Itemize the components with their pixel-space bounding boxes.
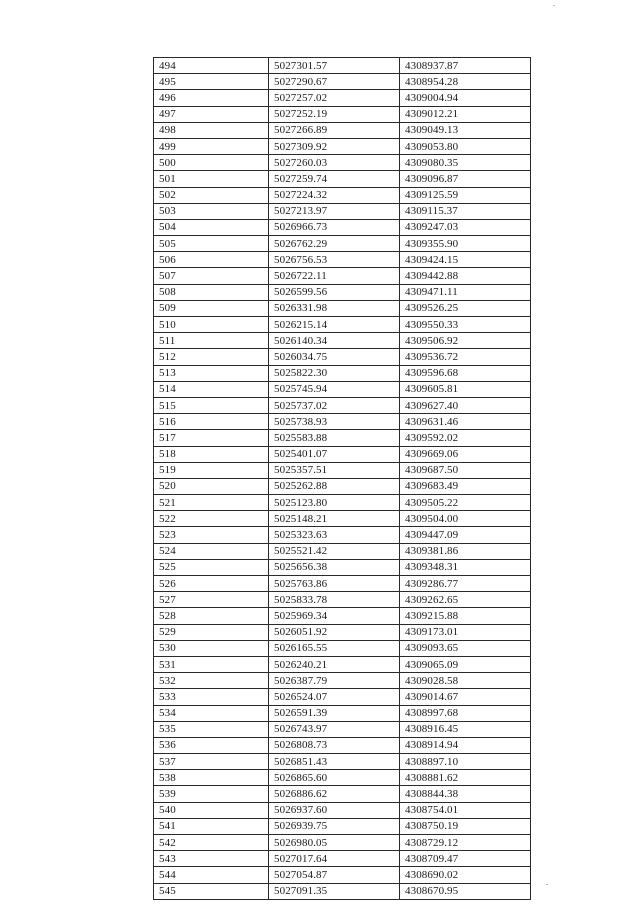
table-row [154, 883, 531, 899]
y-coordinate-cell: 4309536.72 [400, 349, 531, 365]
point-number-cell: 496 [154, 90, 269, 106]
point-number-cell: 515 [154, 397, 269, 413]
y-coordinate-cell: 4308997.68 [400, 705, 531, 721]
table-row [154, 770, 531, 786]
point-number-cell: 501 [154, 171, 269, 187]
point-number-cell: 502 [154, 187, 269, 203]
x-coordinate-cell: 5026387.79 [269, 673, 400, 689]
point-number-cell: 505 [154, 236, 269, 252]
y-coordinate-cell: 4309550.33 [400, 317, 531, 333]
y-coordinate-cell: 4308709.47 [400, 851, 531, 867]
table-row [154, 317, 531, 333]
table-row [154, 397, 531, 413]
scan-speck-bottom [546, 884, 548, 885]
y-coordinate-cell: 4309053.80 [400, 138, 531, 154]
x-coordinate-cell: 5025738.93 [269, 414, 400, 430]
point-number-cell: 528 [154, 608, 269, 624]
point-number-cell: 531 [154, 656, 269, 672]
y-coordinate-cell: 4309115.37 [400, 203, 531, 219]
point-number-cell: 519 [154, 462, 269, 478]
point-number-cell: 508 [154, 284, 269, 300]
y-coordinate-cell: 4309286.77 [400, 576, 531, 592]
table-row [154, 106, 531, 122]
x-coordinate-cell: 5026165.55 [269, 640, 400, 656]
y-coordinate-cell: 4309049.13 [400, 122, 531, 138]
y-coordinate-cell: 4309012.21 [400, 106, 531, 122]
table-row [154, 333, 531, 349]
coordinate-table-body [154, 58, 531, 900]
table-row [154, 608, 531, 624]
point-number-cell: 504 [154, 219, 269, 235]
point-number-cell: 499 [154, 138, 269, 154]
y-coordinate-cell: 4308914.94 [400, 737, 531, 753]
table-row [154, 754, 531, 770]
table-row [154, 576, 531, 592]
y-coordinate-cell: 4309093.65 [400, 640, 531, 656]
y-coordinate-cell: 4308916.45 [400, 721, 531, 737]
table-row [154, 705, 531, 721]
coordinate-table [153, 57, 531, 900]
x-coordinate-cell: 5025521.42 [269, 543, 400, 559]
table-row [154, 656, 531, 672]
x-coordinate-cell: 5026331.98 [269, 300, 400, 316]
y-coordinate-cell: 4309348.31 [400, 559, 531, 575]
x-coordinate-cell: 5026524.07 [269, 689, 400, 705]
x-coordinate-cell: 5026939.75 [269, 818, 400, 834]
table-row [154, 640, 531, 656]
point-number-cell: 545 [154, 883, 269, 899]
table-row [154, 867, 531, 883]
table-row [154, 673, 531, 689]
point-number-cell: 495 [154, 74, 269, 90]
x-coordinate-cell: 5027017.64 [269, 851, 400, 867]
y-coordinate-cell: 4309247.03 [400, 219, 531, 235]
point-number-cell: 497 [154, 106, 269, 122]
y-coordinate-cell: 4309096.87 [400, 171, 531, 187]
y-coordinate-cell: 4309504.00 [400, 511, 531, 527]
point-number-cell: 536 [154, 737, 269, 753]
x-coordinate-cell: 5026762.29 [269, 236, 400, 252]
x-coordinate-cell: 5026865.60 [269, 770, 400, 786]
y-coordinate-cell: 4308729.12 [400, 835, 531, 851]
table-row [154, 721, 531, 737]
y-coordinate-cell: 4309014.67 [400, 689, 531, 705]
table-row [154, 818, 531, 834]
y-coordinate-cell: 4309447.09 [400, 527, 531, 543]
x-coordinate-cell: 5027290.67 [269, 74, 400, 90]
table-row [154, 446, 531, 462]
table-row [154, 786, 531, 802]
x-coordinate-cell: 5025833.78 [269, 592, 400, 608]
y-coordinate-cell: 4309669.06 [400, 446, 531, 462]
x-coordinate-cell: 5026240.21 [269, 656, 400, 672]
x-coordinate-cell: 5026722.11 [269, 268, 400, 284]
table-row [154, 349, 531, 365]
y-coordinate-cell: 4309627.40 [400, 397, 531, 413]
y-coordinate-cell: 4309505.22 [400, 495, 531, 511]
point-number-cell: 520 [154, 478, 269, 494]
y-coordinate-cell: 4309424.15 [400, 252, 531, 268]
y-coordinate-cell: 4308937.87 [400, 58, 531, 74]
x-coordinate-cell: 5026808.73 [269, 737, 400, 753]
x-coordinate-cell: 5026937.60 [269, 802, 400, 818]
table-row [154, 219, 531, 235]
y-coordinate-cell: 4309592.02 [400, 430, 531, 446]
x-coordinate-cell: 5025745.94 [269, 381, 400, 397]
point-number-cell: 500 [154, 155, 269, 171]
table-row [154, 187, 531, 203]
point-number-cell: 507 [154, 268, 269, 284]
x-coordinate-cell: 5027252.19 [269, 106, 400, 122]
point-number-cell: 533 [154, 689, 269, 705]
x-coordinate-cell: 5027301.57 [269, 58, 400, 74]
x-coordinate-cell: 5025737.02 [269, 397, 400, 413]
point-number-cell: 498 [154, 122, 269, 138]
y-coordinate-cell: 4309381.86 [400, 543, 531, 559]
point-number-cell: 530 [154, 640, 269, 656]
point-number-cell: 525 [154, 559, 269, 575]
table-row [154, 851, 531, 867]
table-row [154, 155, 531, 171]
x-coordinate-cell: 5027266.89 [269, 122, 400, 138]
y-coordinate-cell: 4309683.49 [400, 478, 531, 494]
y-coordinate-cell: 4309526.25 [400, 300, 531, 316]
point-number-cell: 522 [154, 511, 269, 527]
x-coordinate-cell: 5025123.80 [269, 495, 400, 511]
x-coordinate-cell: 5026980.05 [269, 835, 400, 851]
table-row [154, 122, 531, 138]
y-coordinate-cell: 4308844.38 [400, 786, 531, 802]
table-row [154, 689, 531, 705]
table-row [154, 74, 531, 90]
point-number-cell: 529 [154, 624, 269, 640]
point-number-cell: 527 [154, 592, 269, 608]
point-number-cell: 524 [154, 543, 269, 559]
point-number-cell: 540 [154, 802, 269, 818]
table-row [154, 414, 531, 430]
table-row [154, 138, 531, 154]
point-number-cell: 539 [154, 786, 269, 802]
x-coordinate-cell: 5025323.63 [269, 527, 400, 543]
point-number-cell: 509 [154, 300, 269, 316]
y-coordinate-cell: 4308897.10 [400, 754, 531, 770]
point-number-cell: 512 [154, 349, 269, 365]
table-row [154, 90, 531, 106]
y-coordinate-cell: 4308670.95 [400, 883, 531, 899]
y-coordinate-cell: 4309687.50 [400, 462, 531, 478]
y-coordinate-cell: 4309506.92 [400, 333, 531, 349]
table-row [154, 543, 531, 559]
point-number-cell: 538 [154, 770, 269, 786]
y-coordinate-cell: 4309596.68 [400, 365, 531, 381]
table-row [154, 624, 531, 640]
point-number-cell: 517 [154, 430, 269, 446]
y-coordinate-cell: 4308954.28 [400, 74, 531, 90]
y-coordinate-cell: 4308881.62 [400, 770, 531, 786]
table-row [154, 365, 531, 381]
point-number-cell: 503 [154, 203, 269, 219]
table-row [154, 478, 531, 494]
y-coordinate-cell: 4309355.90 [400, 236, 531, 252]
x-coordinate-cell: 5026140.34 [269, 333, 400, 349]
x-coordinate-cell: 5027224.32 [269, 187, 400, 203]
y-coordinate-cell: 4308754.01 [400, 802, 531, 818]
point-number-cell: 523 [154, 527, 269, 543]
point-number-cell: 526 [154, 576, 269, 592]
y-coordinate-cell: 4309080.35 [400, 155, 531, 171]
point-number-cell: 541 [154, 818, 269, 834]
table-row [154, 236, 531, 252]
x-coordinate-cell: 5025583.88 [269, 430, 400, 446]
y-coordinate-cell: 4309442.88 [400, 268, 531, 284]
y-coordinate-cell: 4309471.11 [400, 284, 531, 300]
x-coordinate-cell: 5027260.03 [269, 155, 400, 171]
x-coordinate-cell: 5025262.88 [269, 478, 400, 494]
point-number-cell: 518 [154, 446, 269, 462]
point-number-cell: 513 [154, 365, 269, 381]
table-row [154, 511, 531, 527]
table-row [154, 737, 531, 753]
y-coordinate-cell: 4309028.58 [400, 673, 531, 689]
x-coordinate-cell: 5027054.87 [269, 867, 400, 883]
table-row [154, 300, 531, 316]
table-row [154, 527, 531, 543]
x-coordinate-cell: 5026851.43 [269, 754, 400, 770]
table-row [154, 835, 531, 851]
x-coordinate-cell: 5026886.62 [269, 786, 400, 802]
x-coordinate-cell: 5026756.53 [269, 252, 400, 268]
point-number-cell: 516 [154, 414, 269, 430]
x-coordinate-cell: 5027091.35 [269, 883, 400, 899]
x-coordinate-cell: 5025401.07 [269, 446, 400, 462]
point-number-cell: 521 [154, 495, 269, 511]
y-coordinate-cell: 4309173.01 [400, 624, 531, 640]
x-coordinate-cell: 5027309.92 [269, 138, 400, 154]
scan-speck-top [553, 5, 555, 6]
table-row [154, 495, 531, 511]
y-coordinate-cell: 4308750.19 [400, 818, 531, 834]
x-coordinate-cell: 5025822.30 [269, 365, 400, 381]
point-number-cell: 542 [154, 835, 269, 851]
x-coordinate-cell: 5025763.86 [269, 576, 400, 592]
x-coordinate-cell: 5025357.51 [269, 462, 400, 478]
point-number-cell: 510 [154, 317, 269, 333]
x-coordinate-cell: 5026599.56 [269, 284, 400, 300]
x-coordinate-cell: 5025148.21 [269, 511, 400, 527]
table-row [154, 284, 531, 300]
table-row [154, 381, 531, 397]
point-number-cell: 543 [154, 851, 269, 867]
table-row [154, 171, 531, 187]
y-coordinate-cell: 4309215.88 [400, 608, 531, 624]
table-row [154, 559, 531, 575]
table-row [154, 58, 531, 74]
point-number-cell: 514 [154, 381, 269, 397]
x-coordinate-cell: 5026966.73 [269, 219, 400, 235]
y-coordinate-cell: 4308690.02 [400, 867, 531, 883]
table-row [154, 462, 531, 478]
x-coordinate-cell: 5027213.97 [269, 203, 400, 219]
x-coordinate-cell: 5026034.75 [269, 349, 400, 365]
table-row [154, 592, 531, 608]
table-row [154, 268, 531, 284]
y-coordinate-cell: 4309631.46 [400, 414, 531, 430]
table-row [154, 252, 531, 268]
point-number-cell: 537 [154, 754, 269, 770]
point-number-cell: 544 [154, 867, 269, 883]
table-row [154, 430, 531, 446]
x-coordinate-cell: 5025656.38 [269, 559, 400, 575]
point-number-cell: 534 [154, 705, 269, 721]
point-number-cell: 506 [154, 252, 269, 268]
x-coordinate-cell: 5026743.97 [269, 721, 400, 737]
table-row [154, 802, 531, 818]
x-coordinate-cell: 5027259.74 [269, 171, 400, 187]
point-number-cell: 494 [154, 58, 269, 74]
x-coordinate-cell: 5026215.14 [269, 317, 400, 333]
y-coordinate-cell: 4309605.81 [400, 381, 531, 397]
x-coordinate-cell: 5025969.34 [269, 608, 400, 624]
x-coordinate-cell: 5027257.02 [269, 90, 400, 106]
table-row [154, 203, 531, 219]
point-number-cell: 535 [154, 721, 269, 737]
point-number-cell: 511 [154, 333, 269, 349]
point-number-cell: 532 [154, 673, 269, 689]
y-coordinate-cell: 4309262.65 [400, 592, 531, 608]
y-coordinate-cell: 4309065.09 [400, 656, 531, 672]
y-coordinate-cell: 4309004.94 [400, 90, 531, 106]
x-coordinate-cell: 5026591.39 [269, 705, 400, 721]
x-coordinate-cell: 5026051.92 [269, 624, 400, 640]
y-coordinate-cell: 4309125.59 [400, 187, 531, 203]
